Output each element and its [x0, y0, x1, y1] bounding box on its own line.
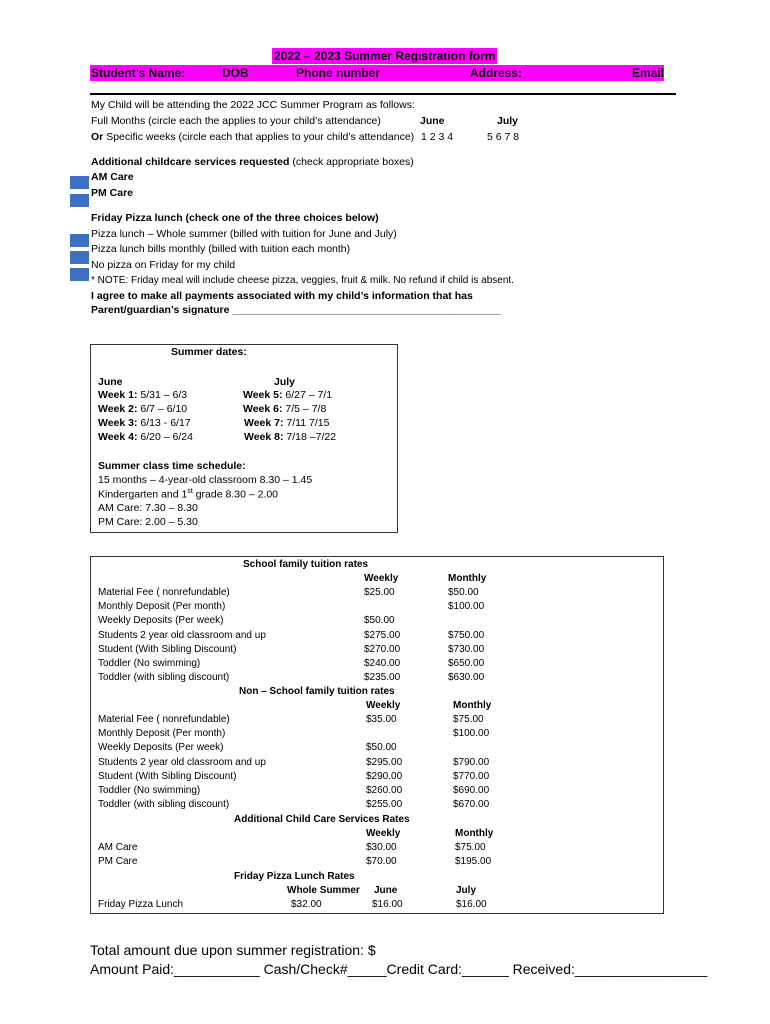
- school-rates-title: School family tuition rates: [243, 559, 369, 570]
- june-dates-header: June: [98, 376, 123, 388]
- whole-summer-header: Whole Summer: [287, 885, 360, 896]
- weekly-rate: $35.00: [366, 714, 397, 725]
- schedule-line: PM Care: 2.00 – 5.30: [98, 516, 198, 528]
- monthly-header: Monthly: [448, 573, 487, 584]
- rate-label: Weekly Deposits (Per week): [98, 742, 224, 754]
- monthly-rate: $75.00: [453, 714, 484, 725]
- childcare-heading-note: (check appropriate boxes): [292, 156, 414, 168]
- monthly-rate: $730.00: [448, 643, 485, 655]
- non-school-rates-title: Non – School family tuition rates: [239, 686, 395, 697]
- rate-label: Student (With Sibling Discount): [98, 643, 237, 655]
- rate-label: PM Care: [98, 856, 138, 868]
- week-6-row: [243, 403, 326, 415]
- week-1-row: [98, 389, 187, 401]
- pizza-monthly-checkbox[interactable]: [70, 251, 89, 264]
- week-range: 7/11 7/15: [286, 417, 330, 429]
- weekly-header: Weekly: [366, 700, 401, 711]
- am-care-checkbox[interactable]: [70, 176, 89, 189]
- week-label: Week 3:: [98, 417, 138, 429]
- july-dates-header: July: [274, 376, 296, 388]
- week-label: Week 2:: [98, 403, 138, 415]
- monthly-header: Monthly: [453, 700, 492, 711]
- week-label: Week 5:: [243, 389, 283, 401]
- schedule-k-suffix: grade 8.30 – 2.00: [192, 488, 279, 501]
- no-pizza-checkbox[interactable]: [70, 268, 89, 281]
- week-label: Week 6:: [243, 403, 283, 415]
- week-8-row: [244, 431, 336, 443]
- weekly-rate: $25.00: [364, 587, 395, 598]
- monthly-header: Monthly: [455, 828, 494, 839]
- schedule-title: Summer class time schedule:: [98, 460, 246, 472]
- monthly-rate: $750.00: [448, 629, 485, 641]
- rate-label: Material Fee ( nonrefundable): [98, 714, 230, 725]
- monthly-rate: $650.00: [448, 658, 485, 669]
- june-weeks[interactable]: 1 2 3 4: [421, 131, 454, 143]
- no-pizza-label: No pizza on Friday for my child: [91, 259, 236, 271]
- week-range: 6/27 – 7/1: [285, 389, 333, 401]
- dob-label: DOB: [222, 66, 249, 80]
- header-underline: [90, 93, 676, 95]
- week-range: 6/7 – 6/10: [140, 403, 188, 415]
- summer-dates-title: Summer dates:: [171, 346, 247, 358]
- rate-label: AM Care: [98, 842, 138, 853]
- childcare-heading-bold: Additional childcare services requested: [91, 156, 290, 168]
- pizza-whole-label: Pizza lunch – Whole summer (billed with tuition for June and July): [91, 228, 397, 240]
- weekly-header: Weekly: [364, 573, 399, 584]
- weekly-header: Weekly: [366, 828, 401, 839]
- phone-label: Phone number: [296, 66, 381, 80]
- week-label: Week 8:: [244, 431, 284, 443]
- week-range: 5/31 – 6/3: [140, 389, 188, 401]
- week-3-row: [98, 417, 191, 429]
- monthly-rate: $630.00: [448, 672, 485, 684]
- week-range: 6/13 - 6/17: [140, 417, 191, 429]
- monthly-rate: $670.00: [453, 799, 490, 811]
- weekly-rate: $240.00: [364, 658, 401, 669]
- monthly-rate: $770.00: [453, 770, 490, 782]
- am-care-label: AM Care: [91, 171, 134, 183]
- or-label: Or: [91, 131, 104, 143]
- email-label: Email: [632, 66, 665, 80]
- rate-label: Toddler (No swimming): [98, 658, 201, 669]
- rate-label: Student (With Sibling Discount): [98, 770, 237, 782]
- rate-label: Monthly Deposit (Per month): [98, 601, 226, 613]
- monthly-rate: $690.00: [453, 785, 490, 796]
- pizza-rate-label: Friday Pizza Lunch: [98, 899, 184, 910]
- amount-paid-line[interactable]: Amount Paid:___________ Cash/Check#_____Credit Card:______ Received:_________________: [90, 961, 708, 977]
- week-range: 7/5 – 7/8: [285, 403, 327, 415]
- week-range: 6/20 – 6/24: [140, 431, 193, 443]
- june-rate-header: June: [374, 885, 398, 896]
- pizza-whole-rate: $32.00: [291, 899, 322, 910]
- payment-agreement: I agree to make all payments associated with my child’s information that has: [91, 290, 473, 302]
- specific-weeks-line: [91, 131, 414, 143]
- rate-label: Students 2 year old classroom and up: [98, 756, 266, 768]
- full-months-line: Full Months (circle each the applies to your child’s attendance): [91, 115, 381, 127]
- monthly-rate: $790.00: [453, 756, 490, 768]
- rate-label: Toddler (with sibling discount): [98, 799, 230, 811]
- weekly-rate: $235.00: [364, 672, 401, 684]
- week-label: Week 4:: [98, 431, 138, 443]
- weekly-rate: $50.00: [364, 615, 395, 627]
- pizza-rates-title: Friday Pizza Lunch Rates: [234, 871, 355, 882]
- weekly-rate: $275.00: [364, 629, 401, 641]
- pizza-june-rate: $16.00: [372, 899, 403, 910]
- pizza-july-rate: $16.00: [456, 899, 487, 910]
- schedule-line: 15 months – 4-year-old classroom 8.30 – 1.45: [98, 474, 313, 486]
- total-amount-line[interactable]: Total amount due upon summer registration: $: [90, 942, 376, 958]
- rate-label: Students 2 year old classroom and up: [98, 629, 266, 641]
- monthly-rate: $100.00: [448, 601, 485, 613]
- pizza-note: * NOTE: Friday meal will include cheese pizza, veggies, fruit & milk. No refund if child is absent.: [91, 275, 514, 286]
- weekly-rate: $50.00: [366, 742, 397, 754]
- week-label: Week 7:: [244, 417, 284, 429]
- weekly-rate: $30.00: [366, 842, 397, 853]
- pizza-monthly-label: Pizza lunch bills monthly (billed with tuition each month): [91, 243, 351, 255]
- week-5-row: [243, 389, 332, 401]
- july-rate-header: July: [456, 885, 477, 896]
- form-title: 2022 – 2023 Summer Registration form: [274, 49, 496, 63]
- childcare-heading: [91, 156, 414, 168]
- july-header: July: [497, 115, 519, 127]
- monthly-rate: $195.00: [455, 856, 492, 868]
- june-header: June: [420, 115, 445, 127]
- weekly-rate: $290.00: [366, 770, 403, 782]
- intro-line: My Child will be attending the 2022 JCC Summer Program as follows:: [91, 99, 415, 111]
- weekly-rate: $260.00: [366, 785, 403, 796]
- monthly-rate: $75.00: [455, 842, 486, 853]
- pizza-whole-checkbox[interactable]: [70, 234, 89, 247]
- rate-label: Weekly Deposits (Per week): [98, 615, 224, 627]
- week-4-row: [98, 431, 193, 443]
- address-label: Address:: [470, 66, 523, 80]
- week-range: 7/18 –7/22: [286, 431, 337, 443]
- schedule-line: [98, 488, 278, 501]
- weekly-rate: $270.00: [364, 643, 401, 655]
- weekly-rate: $255.00: [366, 799, 403, 811]
- weekly-rate: $70.00: [366, 856, 397, 868]
- pizza-heading: Friday Pizza lunch (check one of the three choices below): [91, 212, 379, 224]
- schedule-line: AM Care: 7.30 – 8.30: [98, 502, 198, 514]
- pm-care-label: PM Care: [91, 187, 134, 199]
- rate-label: Toddler (No swimming): [98, 785, 201, 796]
- pm-care-checkbox[interactable]: [70, 194, 89, 207]
- monthly-rate: $50.00: [448, 587, 479, 598]
- signature-line[interactable]: Parent/guardian’s signature ______________________________________________: [91, 304, 502, 316]
- rate-label: Toddler (with sibling discount): [98, 672, 230, 684]
- week-7-row: [244, 417, 329, 429]
- rate-label: Monthly Deposit (Per month): [98, 728, 226, 740]
- student-name-label: Student’s Name:: [91, 66, 186, 80]
- specific-weeks-text: Specific weeks (circle each that applies to your child’s attendance): [106, 131, 415, 143]
- ordinal-suffix: st: [187, 488, 193, 495]
- schedule-k-text: Kindergarten and 1: [98, 488, 188, 501]
- rate-label: Material Fee ( nonrefundable): [98, 587, 230, 598]
- monthly-rate: $100.00: [453, 728, 490, 740]
- care-rates-title: Additional Child Care Services Rates: [234, 814, 410, 825]
- weekly-rate: $295.00: [366, 756, 403, 768]
- week-2-row: [98, 403, 187, 415]
- week-label: Week 1:: [98, 389, 138, 401]
- july-weeks[interactable]: 5 6 7 8: [487, 131, 520, 143]
